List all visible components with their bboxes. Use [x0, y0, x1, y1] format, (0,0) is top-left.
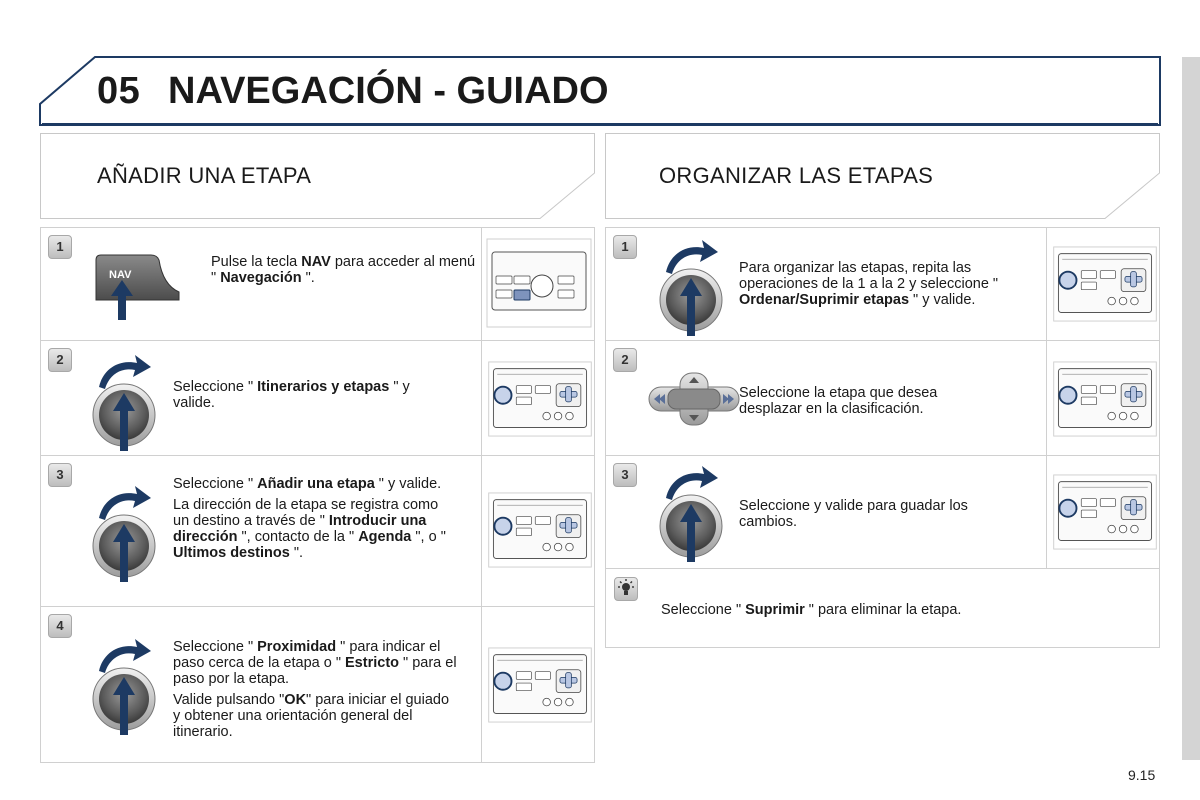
right-tip [605, 568, 1160, 648]
right-tip-text: Seleccione " Suprimir " para eliminar la etapa. [661, 602, 962, 618]
left-section-header [40, 133, 595, 219]
side-tab-bar [1182, 57, 1200, 760]
nav-key-label: NAV [109, 269, 132, 281]
left-step-4 [40, 606, 595, 763]
left-step-2 [40, 340, 595, 456]
right-section-header [605, 133, 1160, 219]
rotary-knob-icon [89, 480, 159, 585]
rotary-knob-icon [656, 460, 726, 565]
radio-panel-knob-icon [1049, 246, 1161, 322]
nav-key-icon [91, 250, 183, 322]
direction-pad-icon [646, 371, 742, 427]
left-step-4-text [173, 639, 458, 745]
step-number-badge: 1 [613, 235, 637, 259]
radio-panel-knob-icon [484, 492, 596, 568]
step-number-badge: 1 [48, 235, 72, 259]
chapter-number: 05 [97, 70, 141, 112]
left-step-4-para-1: Seleccione " Proximidad " para indicar el paso cerca de la etapa o " Estricto " para el paso por la etapa. [173, 639, 457, 687]
radio-panel-pad-icon [1049, 361, 1161, 437]
right-section-title: ORGANIZAR LAS ETAPAS [659, 163, 934, 188]
left-step-3-para-1: Seleccione " Añadir una etapa " y valide. [173, 476, 442, 492]
left-step-3-text [173, 476, 458, 566]
left-step-4-para-2: Valide pulsando "OK" para iniciar el guiado y obtener una orientación general del itinerario. [173, 692, 450, 740]
step-number-badge: 4 [48, 614, 72, 638]
right-step-3 [605, 455, 1160, 569]
right-step-1-text: Para organizar las etapas, repita las operaciones de la 1 a la 2 y seleccione " Ordenar/Suprimir etapas " y valide. [739, 260, 999, 308]
rotary-knob-icon [89, 633, 159, 738]
radio-panel-knob-icon [484, 647, 596, 723]
step-number-badge: 2 [613, 348, 637, 372]
page-title: NAVEGACIÓN - GUIADO [168, 70, 609, 112]
tip-bulb-icon [614, 577, 638, 601]
right-step-2 [605, 340, 1160, 456]
right-step-3-text: Seleccione y valide para guadar los cambios. [739, 498, 968, 530]
left-step-1 [40, 227, 595, 341]
left-step-2-text: Seleccione " Itinerarios y etapas " y valide. [173, 379, 410, 411]
radio-panel-nav-icon [486, 238, 592, 328]
rotary-knob-icon [89, 349, 159, 454]
left-step-3-para-2: La dirección de la etapa se registra como un destino a través de " Introducir una dirección ", contacto de la " Agenda ", o " Ultimos destinos ". [173, 497, 446, 561]
step-number-badge: 3 [48, 463, 72, 487]
step-number-badge: 2 [48, 348, 72, 372]
left-section-title: AÑADIR UNA ETAPA [97, 163, 312, 188]
radio-panel-knob-icon [1049, 474, 1161, 550]
rotary-knob-icon [656, 234, 726, 339]
page-number: 9.15 [1128, 767, 1156, 783]
left-step-1-text: Pulse la tecla NAV para acceder al menú " Navegación ". [211, 254, 476, 286]
radio-panel-knob-icon [484, 361, 596, 437]
step-number-badge: 3 [613, 463, 637, 487]
right-step-1 [605, 227, 1160, 341]
left-step-3 [40, 455, 595, 607]
right-step-2-text: Seleccione la etapa que desea desplazar en la clasificación. [739, 385, 938, 417]
